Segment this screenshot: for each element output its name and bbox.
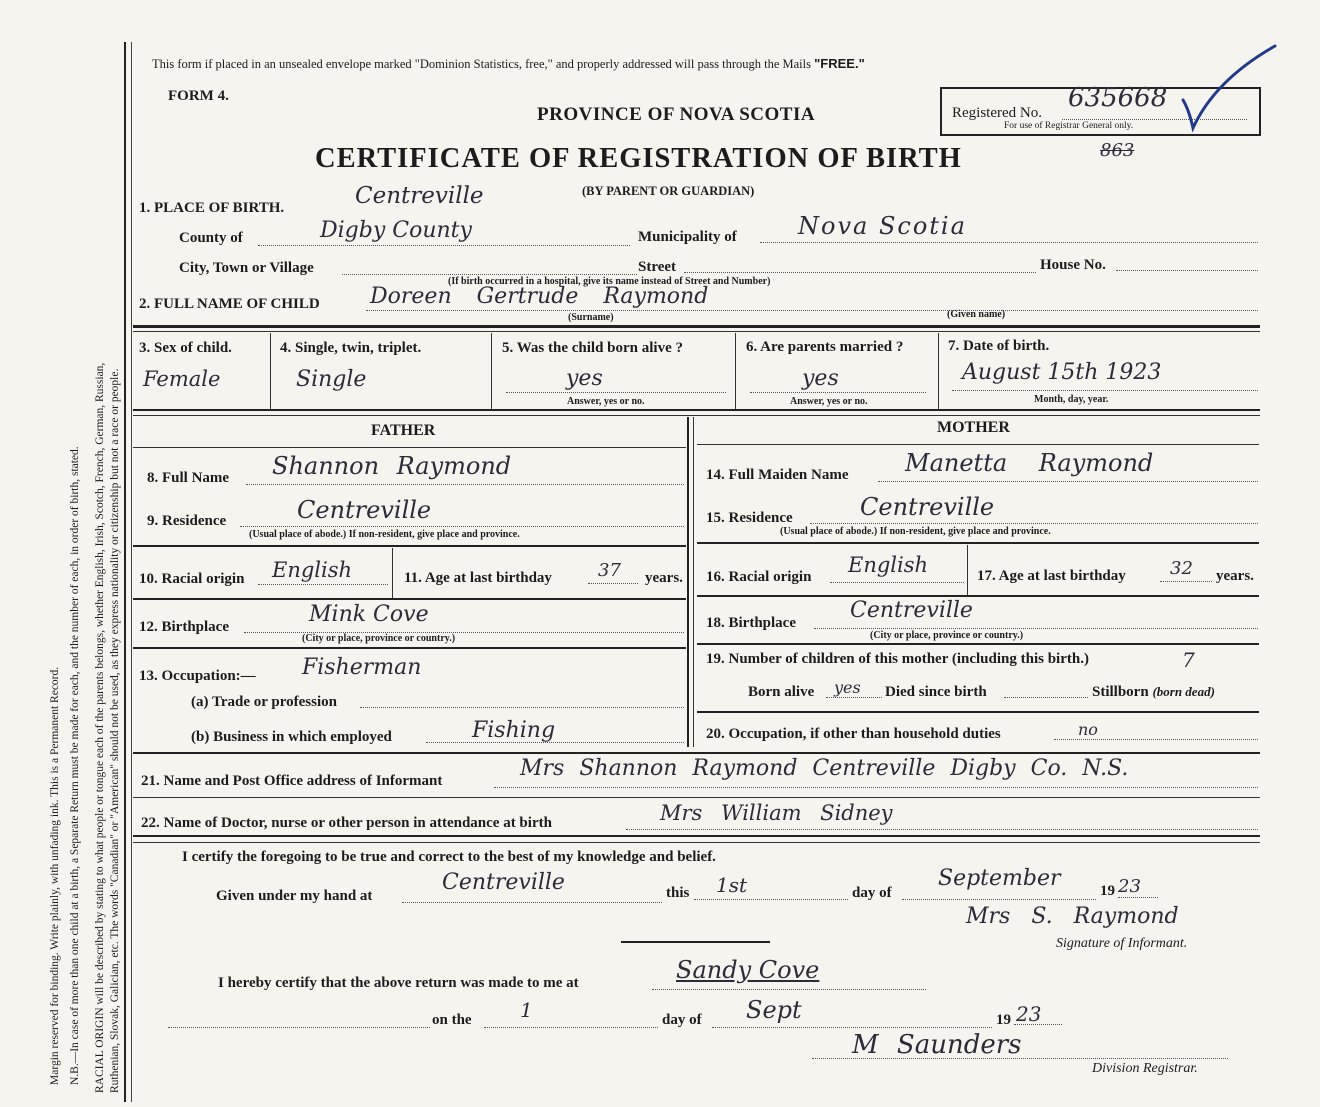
mother-residence-value: Centreville (860, 493, 995, 521)
year-prefix: 19 (1100, 883, 1115, 899)
mother-residence-note: (Usual place of abode.) If non-resident, give place and province. (780, 526, 1051, 537)
mother-age-value: 32 (1170, 558, 1193, 579)
day-dots (694, 899, 848, 900)
informant-dots (494, 787, 1258, 788)
mother-birthplace-dots (814, 628, 1258, 629)
city-label: City, Town or Village (179, 260, 314, 276)
father-residence-dots (240, 526, 684, 527)
mother-race-value: English (848, 553, 929, 577)
mother-race-dots (830, 582, 964, 583)
margin-note-multiple-births: N.B.—In case of more than one child at a birth, a Separate Return must be made for each, and the number of each, in order of birth, stated. (69, 446, 81, 1085)
year-value: 23 (1118, 876, 1141, 897)
father-trade-dots (360, 707, 684, 708)
column-divider-a (687, 417, 689, 747)
mother-name-value: Manetta Raymond (905, 449, 1154, 477)
stillborn-note: (born dead) (1152, 684, 1215, 699)
reg-year-dots (1014, 1024, 1062, 1025)
registrar-signature-caption: Division Registrar. (1092, 1061, 1198, 1076)
mail-note-text: This form if placed in an unsealed envelope marked "Dominion Statistics, free," and properly addressed will pass through the Mails (152, 57, 811, 71)
reg-day-dots (484, 1027, 658, 1028)
mother-age-dots (1160, 581, 1212, 582)
father-birthplace-label: 12. Birthplace (139, 619, 229, 635)
parents-married-label: 6. Are parents married ? (746, 339, 904, 355)
house-label: House No. (1040, 257, 1106, 273)
date-of-birth-label: 7. Date of birth. (948, 338, 1050, 354)
doctor-label: 22. Name of Doctor, nurse or other person in attendance at birth (141, 815, 552, 831)
child-name-value: Doreen Gertrude Raymond (370, 284, 709, 309)
registrar-signature-dots (812, 1058, 1228, 1059)
sex-value: Female (143, 367, 221, 391)
mail-note-free: "FREE." (814, 56, 865, 71)
father-name-label: 8. Full Name (147, 470, 230, 486)
street-dots (684, 272, 1036, 273)
born-alive-count-dots (826, 697, 882, 698)
mother-birthplace-label: 18. Birthplace (706, 615, 796, 631)
rule-below-row-inner (133, 415, 1260, 416)
county-label: County of (179, 230, 243, 246)
father-birthplace-value: Mink Cove (309, 602, 429, 627)
municipality-value: Nova Scotia (798, 212, 967, 240)
father-heading: FATHER (371, 422, 436, 439)
children-count-value: 7 (1182, 648, 1195, 672)
rule-certification-top (133, 835, 1260, 837)
certify-statement: I certify the foregoing to be true and correct to the best of my knowledge and belief. (182, 849, 716, 865)
margin-note-racial-origin-2: Ruthenian, Slovak, Galician, etc. The words "Canadian" or "American" should not be used, as they express nationality or citizenship but not a race or people. (109, 368, 121, 1093)
month-value: September (938, 866, 1061, 891)
died-since-birth-label: Died since birth (885, 684, 987, 700)
stillborn-label (1092, 684, 1215, 701)
father-race-dots (258, 584, 388, 585)
parents-married-answer: yes (802, 366, 839, 391)
stillborn-text: Stillborn (1092, 684, 1149, 700)
rule-below-row (133, 409, 1260, 411)
place-of-birth-label: 1. PLACE OF BIRTH. (139, 200, 285, 216)
page-subtitle: (BY PARENT OR GUARDIAN) (582, 184, 755, 198)
child-name-label: 2. FULL NAME OF CHILD (139, 296, 320, 312)
day-of-label: day of (852, 885, 892, 901)
margin-note-binding: Margin reserved for binding. Write plainly, with unfading ink. This is a Permanent Record. (49, 666, 61, 1085)
informant-value: Mrs Shannon Raymond Centreville Digby Co. N.S. (520, 756, 1129, 781)
street-label: Street (638, 259, 677, 275)
registrar-place-dots (652, 989, 926, 990)
county-dots (258, 245, 630, 246)
registrar-leading-dots (168, 1027, 430, 1028)
father-race-divider (392, 548, 393, 598)
reg-year-value: 23 (1016, 1002, 1042, 1026)
surname-note: (Surname) (568, 312, 614, 323)
father-rule-2 (133, 598, 686, 600)
mother-occupation-value: no (1078, 720, 1098, 739)
registrar-statement: I hereby certify that the above return was made to me at (218, 975, 579, 991)
mother-heading-rule (697, 444, 1259, 445)
mother-birthplace-value: Centreville (850, 598, 973, 623)
rule-certification-top-inner (133, 842, 1260, 843)
reg-year-prefix: 19 (996, 1012, 1011, 1028)
registrar-note: For use of Registrar General only. (1004, 121, 1134, 131)
province-heading: PROVINCE OF NOVA SCOTIA (537, 104, 816, 125)
date-of-birth-dots (952, 390, 1258, 391)
divider-5-6 (735, 333, 736, 410)
father-business-value: Fishing (472, 718, 556, 743)
mother-rule-3 (697, 643, 1259, 645)
margin-rule-inner (131, 42, 132, 1102)
father-name-dots (246, 484, 684, 485)
city-dots (342, 274, 637, 275)
doctor-dots (626, 829, 1258, 830)
rule-after-columns (133, 752, 1260, 754)
page-title: CERTIFICATE OF REGISTRATION OF BIRTH (315, 143, 962, 174)
mail-note (152, 56, 865, 72)
registered-number: 635668 (1068, 83, 1168, 113)
born-alive-answer: yes (566, 366, 603, 391)
born-alive-count-value: yes (834, 678, 861, 697)
mother-residence-label: 15. Residence (706, 510, 793, 526)
mother-birthplace-note: (City or place, province or country.) (870, 630, 1024, 641)
registrar-place-value: Sandy Cove (676, 956, 820, 984)
given-name-note: (Given name) (947, 309, 1006, 320)
parents-married-dots (750, 392, 926, 393)
informant-signature: Mrs S. Raymond (966, 904, 1179, 929)
reg-day-value: 1 (520, 998, 533, 1022)
child-name-dots (366, 310, 1258, 311)
registrar-signature: M Saunders (852, 1030, 1022, 1060)
children-count-label: 19. Number of children of this mother (including this birth.) (706, 651, 1089, 667)
column-divider-b (693, 417, 694, 747)
given-place-value: Centreville (442, 870, 565, 895)
father-residence-value: Centreville (297, 496, 432, 524)
born-alive-dots (506, 392, 726, 393)
mother-name-dots (878, 481, 1258, 482)
mother-heading: MOTHER (937, 419, 1010, 436)
sex-label: 3. Sex of child. (139, 340, 232, 356)
mother-name-label: 14. Full Maiden Name (706, 467, 849, 483)
on-the-label: on the (432, 1012, 472, 1028)
struck-number: 863 (1100, 140, 1135, 161)
doctor-value: Mrs William Sidney (660, 801, 893, 825)
month-dots (902, 899, 1096, 900)
parents-married-note: Answer, yes or no. (790, 396, 868, 407)
plurality-label: 4. Single, twin, triplet. (280, 340, 422, 356)
mother-age-unit: years. (1216, 568, 1254, 584)
father-heading-rule (133, 447, 686, 448)
father-name-value: Shannon Raymond (272, 452, 512, 480)
father-birthplace-note: (City or place, province or country.) (302, 633, 456, 644)
mother-rule-2 (697, 595, 1259, 597)
father-race-value: English (272, 558, 353, 582)
father-age-dots (588, 583, 638, 584)
father-occupation-value: Fisherman (302, 655, 422, 680)
informant-signature-caption: Signature of Informant. (1056, 936, 1188, 951)
mother-rule-4 (697, 711, 1259, 713)
reg-day-of-label: day of (662, 1012, 702, 1028)
divider-6-7 (938, 333, 939, 410)
short-separator-rule (621, 941, 770, 943)
informant-label: 21. Name and Post Office address of Informant (141, 773, 443, 789)
date-of-birth-note: Month, day, year. (1034, 394, 1109, 405)
mother-occupation-label: 20. Occupation, if other than household duties (706, 726, 1001, 742)
given-place-dots (402, 902, 662, 903)
born-alive-question-label: 5. Was the child born alive ? (502, 340, 683, 356)
date-of-birth-value: August 15th 1923 (962, 360, 1162, 385)
father-age-label: 11. Age at last birthday (404, 570, 552, 586)
plurality-value: Single (296, 367, 367, 392)
divider-4-5 (491, 333, 492, 410)
year-dots (1118, 897, 1158, 898)
father-rule-3 (133, 647, 686, 649)
day-value: 1st (716, 873, 748, 897)
form-number: FORM 4. (168, 88, 229, 104)
hospital-note: (If birth occurred in a hospital, give its name instead of Street and Number) (448, 276, 771, 287)
born-alive-label: Born alive (748, 684, 815, 700)
rule-row-top-inner (133, 331, 1260, 332)
father-residence-label: 9. Residence (147, 513, 227, 529)
divider-3-4 (270, 333, 271, 410)
mother-rule-1 (697, 542, 1259, 544)
father-age-value: 37 (598, 560, 621, 581)
municipality-label: Municipality of (638, 229, 737, 245)
mother-race-label: 16. Racial origin (706, 569, 812, 585)
rule-row-top (133, 325, 1260, 328)
mother-age-label: 17. Age at last birthday (977, 568, 1126, 584)
died-since-birth-dots (1004, 697, 1088, 698)
registered-label: Registered No. (952, 105, 1042, 121)
mother-race-divider (967, 545, 968, 595)
place-of-birth-value: Centreville (355, 183, 484, 209)
father-residence-note: (Usual place of abode.) If non-resident, give place and province. (249, 529, 520, 540)
mother-occupation-dots (1054, 739, 1258, 740)
father-occupation-label: 13. Occupation:— (139, 668, 256, 684)
house-dots (1116, 270, 1258, 271)
father-age-unit: years. (645, 570, 683, 586)
born-alive-note: Answer, yes or no. (567, 396, 645, 407)
county-value: Digby County (320, 218, 472, 243)
this-label: this (666, 885, 690, 901)
father-rule-1 (133, 545, 686, 547)
municipality-dots (760, 242, 1258, 243)
reg-month-value: Sept (746, 996, 802, 1024)
reg-month-dots (712, 1027, 992, 1028)
margin-rule-outer (124, 42, 126, 1102)
rule-informant (133, 797, 1260, 798)
father-business-label: (b) Business in which employed (191, 729, 392, 745)
given-under-label: Given under my hand at (216, 888, 373, 904)
check-mark-icon (1175, 40, 1285, 135)
father-trade-label: (a) Trade or profession (191, 694, 337, 710)
margin-note-racial-origin-1: RACIAL ORIGIN will be described by stating to what people or tongue each of the parents belongs, whether English, Irish, Scotch, French, German, Russian, (94, 362, 106, 1093)
father-race-label: 10. Racial origin (139, 571, 245, 587)
mother-residence-dots (810, 523, 1258, 524)
